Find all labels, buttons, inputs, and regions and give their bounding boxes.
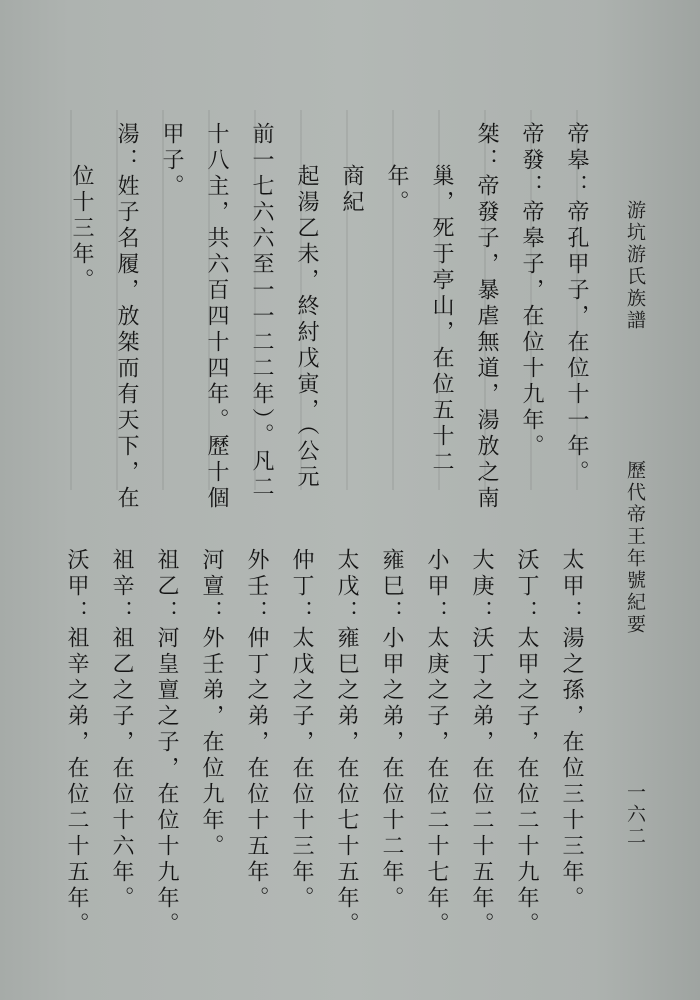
upper-column: 帝皋：帝孔甲子，在位十一年。 xyxy=(564,122,589,486)
lower-column: 外壬：仲丁之弟，在位十五年。 xyxy=(244,548,269,912)
lower-column: 小甲：太庚之子，在位二十七年。 xyxy=(424,548,449,938)
lower-column: 雍巳：小甲之弟，在位十二年。 xyxy=(379,548,404,912)
upper-column: 位十三年。 xyxy=(69,164,94,294)
lower-column: 太戊：雍巳之弟，在位七十五年。 xyxy=(334,548,359,938)
lower-column: 祖乙：河皇亶之子，在位十九年。 xyxy=(154,548,179,938)
upper-column: 巢，死于亭山，在位五十二 xyxy=(429,164,454,476)
upper-column: 十八主，共六百四十四年。歷十個 xyxy=(204,122,229,512)
upper-column: 前一七六六至一一二二年）。凡二 xyxy=(249,122,274,501)
upper-column: 湯：姓子名履，放桀而有天下，在 xyxy=(114,122,139,512)
book-title: 游坑游氏族譜 xyxy=(624,200,646,332)
lower-column: 祖辛：祖乙之子，在位十六年。 xyxy=(109,548,134,912)
upper-column: 帝發：帝皋子，在位十九年。 xyxy=(519,122,544,460)
lower-column: 沃丁：太甲之子，在位二十九年。 xyxy=(514,548,539,938)
lower-column: 河亶：外壬弟，在位九年。 xyxy=(199,548,224,860)
section-heading: 商紀 xyxy=(339,164,364,216)
upper-column: 年。 xyxy=(384,164,409,216)
upper-column: 起湯乙未，終紂戊寅，（公元 xyxy=(294,164,319,491)
lower-column: 沃甲：祖辛之弟，在位二十五年。 xyxy=(64,548,89,938)
page-number: 一六二 xyxy=(624,782,646,848)
lower-column: 大庚：沃丁之弟，在位二十五年。 xyxy=(469,548,494,938)
chapter-title: 歷代帝王年號紀要 xyxy=(624,460,646,636)
upper-column: 甲子。 xyxy=(159,122,184,200)
lower-column: 太甲：湯之孫，在位三十三年。 xyxy=(559,548,584,912)
upper-column: 桀：帝發子，暴虐無道，湯放之南 xyxy=(474,122,499,512)
lower-column: 仲丁：太戊之子，在位十三年。 xyxy=(289,548,314,912)
